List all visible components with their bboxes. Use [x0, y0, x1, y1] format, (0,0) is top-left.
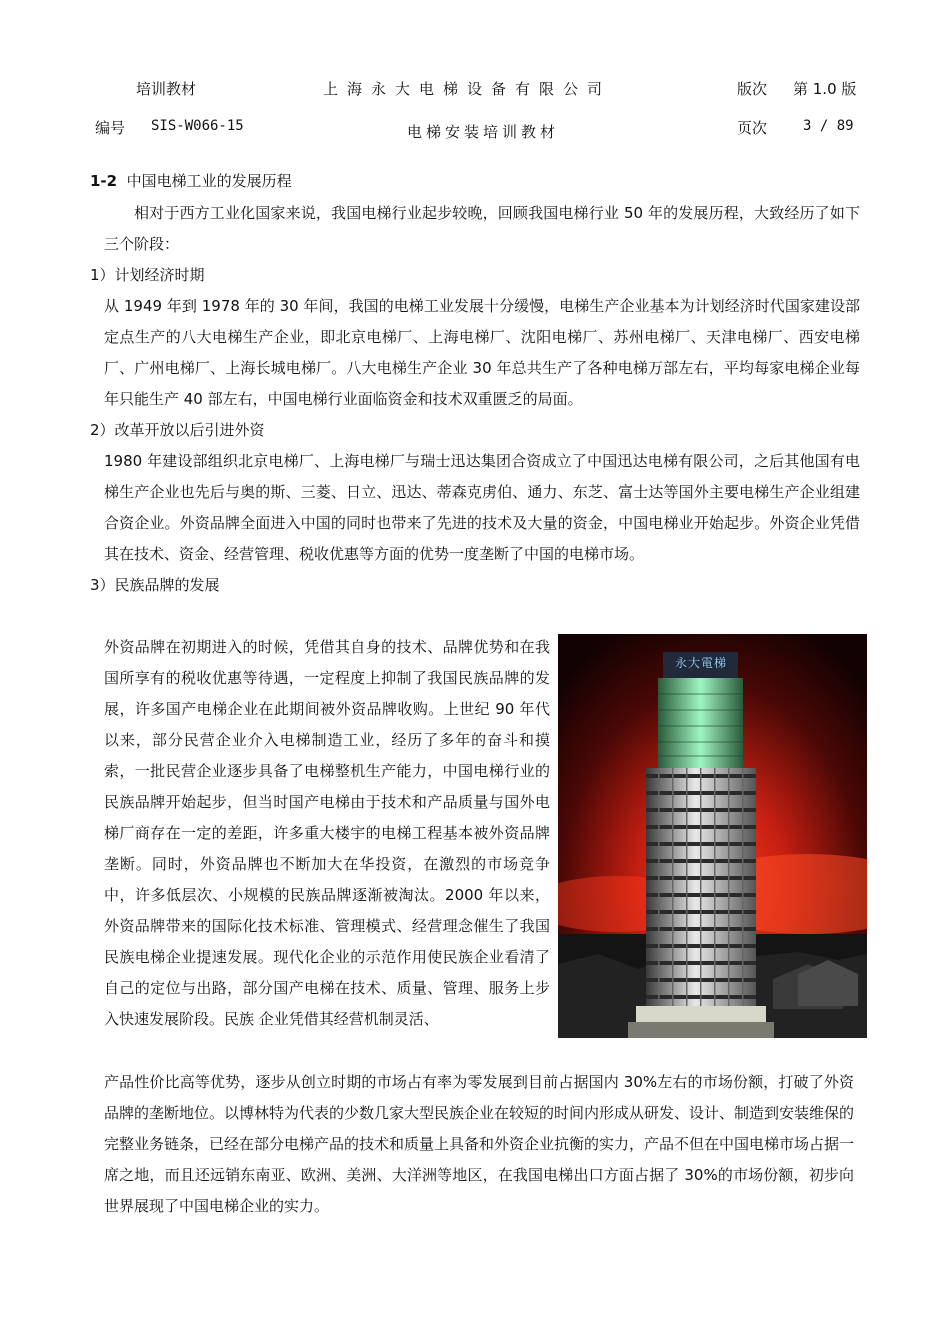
edition-label: 版次 — [737, 80, 768, 98]
stage3-paragraph-wrapped — [104, 632, 550, 1035]
stage2-paragraph: 1980 年建设部组织北京电梯厂、上海电梯厂与瑞士迅达集团合资成立了中国迅达电梯有限公司，之后其他国有电梯生产企业也先后与奥的斯、三菱、日立、迅达、蒂森克虏伯、通力、东芝、富士达等国外主要电梯生产企业组建合资企业。外资品牌全面进入中国的同时也带来了先进的技术及大量的资金，中国电梯业开始起步。外资企业凭借其在技术、资金、经营管理、税收优惠等方面的优势一度垄断了中国的电梯市场。 — [104, 452, 860, 563]
page-number: 3 / 89 — [803, 118, 854, 134]
stage1-paragraph: 从 1949 年到 1978 年的 30 年间，我国的电梯工业发展十分缓慢，电梯生产企业基本为计划经济时代国家建设部定点生产的八大电梯生产企业，即北京电梯厂、上海电梯厂、沈阳电梯厂、苏州电梯厂、天津电梯厂、西安电梯厂、广州电梯厂、上海长城电梯厂。八大电梯生产企业 30 年总共生产了各种电梯万部左右，平均每家电梯企业每年只能生产 40 部左右，中国电梯行业面临资金和技术双重匮乏的局面。 — [104, 297, 860, 408]
intro-paragraph: 相对于西方工业化国家来说，我国电梯行业起步较晚，回顾我国电梯行业 50 年的发展历程，大致经历了如下三个阶段： — [104, 204, 860, 253]
body-text-top — [90, 198, 860, 601]
code-value: SIS-W066-15 — [151, 118, 244, 134]
company-name: 上海永大电梯设备有限公司 — [323, 80, 612, 98]
body-text-bottom — [104, 1067, 854, 1222]
tower-sign: 永大電梯 — [674, 656, 727, 670]
page-label: 页次 — [737, 119, 768, 137]
stage1-title: 1）计划经济时期 — [90, 266, 205, 284]
section-heading — [90, 166, 292, 197]
tower-photo — [558, 634, 867, 1038]
header-left-top: 培训教材 — [136, 80, 197, 98]
section-title: 中国电梯工业的发展历程 — [126, 172, 292, 190]
stage2-title: 2）改革开放以后引进外资 — [90, 421, 265, 439]
document-title: 电梯安装培训教材 — [407, 123, 560, 141]
edition-value: 第 1.0 版 — [793, 80, 857, 98]
stage3-title: 3）民族品牌的发展 — [90, 576, 220, 594]
section-number: 1-2 — [90, 172, 118, 190]
stage3-paragraph-part1: 外资品牌在初期进入的时候，凭借其自身的技术、品牌优势和在我国所享有的税收优惠等待遇，一定程度上抑制了我国民族品牌的发展，许多国产电梯企业在此期间被外资品牌收购。上世纪 90 年代以来，部分民营企业介入电梯制造工业，经历了多年的奋斗和摸索，一批民营企业逐步具备了电梯整机生产能力，中国电梯行业的民族品牌开始起步，但当时国产电梯由于技术和产品质量与国外电梯厂商存在一定的差距，许多重大楼宇的电梯工程基本被外资品牌垄断。同时，外资品牌也不断加大在华投资，在激烈的市场竞争中，许多低层次、小规模的民族品牌逐渐被淘汰。2000 年以来，外资品牌带来的国际化技术标准、管理模式、经营理念催生了我国民族电梯企业提速发展。现代化企业的示范作用使民族企业看清了自己的定位与出路，部分国产电梯在技术、质量、管理、服务上步入快速发展阶段。民族 企业凭借其经营机制灵活、 — [104, 638, 550, 1028]
code-label: 编号 — [95, 119, 126, 137]
stage3-paragraph-part2: 产品性价比高等优势，逐步从创立时期的市场占有率为零发展到目前占据国内 30%左右的市场份额，打破了外资品牌的垄断地位。以博林特为代表的少数几家大型民族企业在较短的时间内形成从研发、设计、制造到安装维保的完整业务链条，已经在部分电梯产品的技术和质量上具备和外资企业抗衡的实力，产品不但在中国电梯市场占据一席之地，而且还远销东南亚、欧洲、美洲、大洋洲等地区，在我国电梯出口方面占据了 30%的市场份额，初步向 世界展现了中国电梯企业的实力。 — [104, 1073, 855, 1215]
